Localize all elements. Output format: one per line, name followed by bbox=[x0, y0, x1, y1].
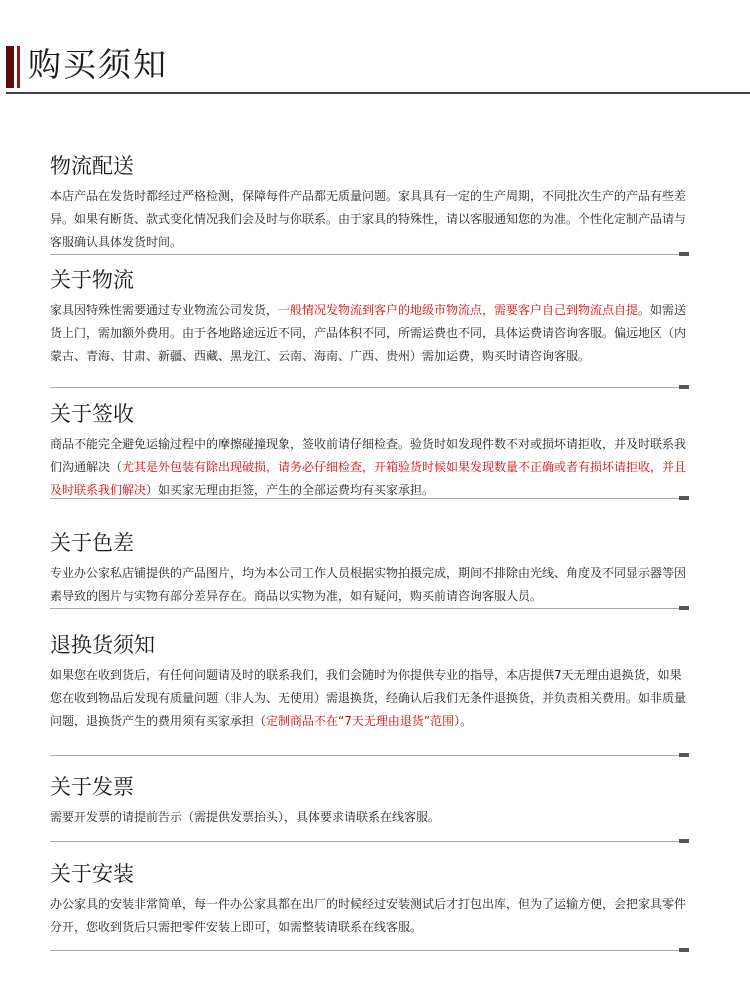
section-logistics-delivery bbox=[50, 153, 690, 254]
section-title: 物流配送 bbox=[50, 154, 134, 178]
section-body bbox=[50, 433, 690, 502]
section-title: 关于色差 bbox=[50, 531, 134, 555]
section-divider bbox=[50, 387, 688, 388]
body-text: 家具因特殊性需要通过专业物流公司发货， bbox=[50, 303, 279, 317]
body-highlight: 定制商品不在“7天无理由退货”范围 bbox=[266, 714, 455, 728]
section-divider bbox=[50, 254, 688, 255]
section-about-invoice bbox=[50, 774, 690, 829]
section-about-color-difference bbox=[50, 530, 690, 608]
body-text: 如果您在收到货后，有任何问题请及时的联系我们，我们会随时为你提供专业的指导，本店提供7天无理由退换货，如果您在收到物品后发现有质量问题（非人为、无使用）需退换货，经确认后我们无条件退换货，并负责相关费用。如非质量问题，退换货产生的费用须有买家承担（ bbox=[50, 668, 687, 728]
header-accent-bar bbox=[6, 46, 14, 88]
section-about-installation bbox=[50, 861, 690, 939]
body-text: 商品不能完全避免运输过程中的摩擦碰撞现象，签收前请仔细检查。验货时如发现件数不对或损坏请拒收，并及时联系我们沟通解决（ bbox=[50, 437, 687, 474]
section-body bbox=[50, 664, 690, 733]
body-text: ）如买家无理由拒签，产生的全部运费均有买家承担。 bbox=[146, 483, 435, 497]
section-about-signing bbox=[50, 401, 690, 502]
section-body: 本店产品在发货时都经过严格检测，保障每件产品都无质量问题。家具具有一定的生产周期，不同批次生产的产品有些差异。如果有断货、款式变化情况我们会及时与你联系。由于家具的特殊性，请以客服通知您的为准。个性化定制产品请与客服确认具体发货时间。 bbox=[50, 189, 687, 249]
section-title: 关于安装 bbox=[50, 862, 134, 886]
section-title: 退换货须知 bbox=[50, 633, 155, 657]
page-header bbox=[0, 0, 750, 100]
section-divider bbox=[50, 950, 688, 951]
section-title: 关于签收 bbox=[50, 402, 134, 426]
section-divider bbox=[50, 841, 688, 842]
body-text: 。如需送货上门，需加额外费用。由于各地路途远近不同，产品体积不同，所需运费也不同，具体运费请咨询客服。偏远地区（内蒙古、青海、甘肃、新疆、西藏、黑龙江、云南、海南、广西、贵州）需加运费，购买时请咨询客服。 bbox=[50, 303, 687, 363]
section-divider bbox=[50, 498, 688, 499]
section-body bbox=[50, 299, 690, 368]
section-title: 关于物流 bbox=[50, 268, 134, 292]
section-body: 专业办公家私店铺提供的产品图片，均为本公司工作人员根据实物拍摄完成，期间不排除由光线、角度及不同显示器等因素导致的图片与实物有部分差异存在。商品以实物为准，如有疑问，购买前请咨询客服人员。 bbox=[50, 566, 687, 603]
section-title: 关于发票 bbox=[50, 775, 134, 799]
section-divider bbox=[50, 608, 688, 609]
page-title: 购买须知 bbox=[28, 45, 168, 84]
header-accent-bar-thin bbox=[17, 46, 20, 88]
body-text: ）。 bbox=[454, 714, 473, 728]
section-body: 需要开发票的请提前告示（需提供发票抬头），具体要求请联系在线客服。 bbox=[50, 810, 441, 824]
section-returns-policy bbox=[50, 632, 690, 733]
header-divider bbox=[6, 92, 750, 94]
section-body: 办公家具的安装非常简单，每一件办公家具都在出厂的时候经过安装测试后才打包出库，但为了运输方便，会把家具零件分开，您收到货后只需把零件安装上即可，如需整装请联系在线客服。 bbox=[50, 897, 687, 934]
section-divider bbox=[50, 755, 688, 756]
body-highlight: 尤其是外包装有除出现破损，请务必仔细检查，开箱验货时候如果发现数量不正确或者有损坏请拒收，并且及时联系我们解决 bbox=[50, 460, 687, 497]
body-highlight: 一般情况发物流到客户的地级市物流点，需要客户自己到物流点自提 bbox=[278, 303, 639, 317]
section-about-logistics bbox=[50, 267, 690, 368]
